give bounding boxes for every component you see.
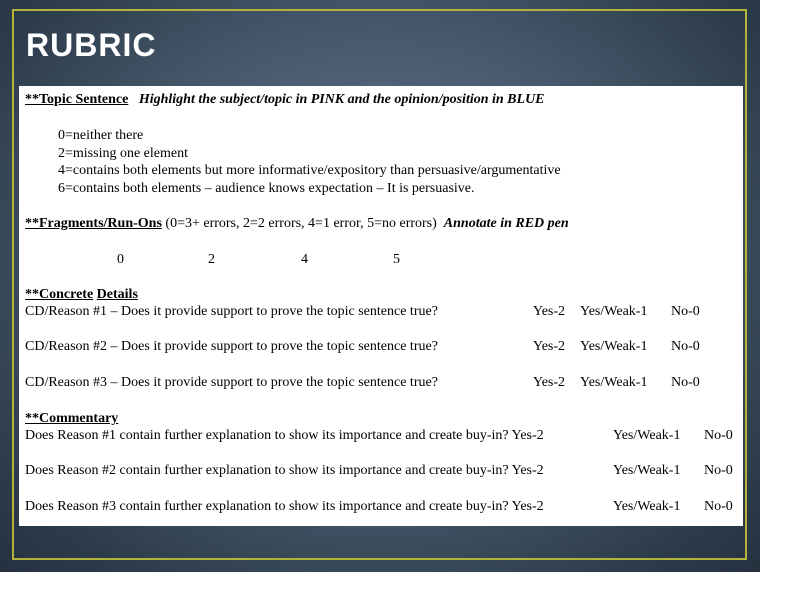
- fragments-score: 4: [301, 252, 308, 267]
- concrete-yes: Yes-2: [533, 304, 566, 319]
- fragments-score: 5: [393, 252, 400, 267]
- concrete-weak: Yes/Weak-1: [580, 339, 648, 354]
- concrete-weak: Yes/Weak-1: [580, 304, 648, 319]
- concrete-question: CD/Reason #1 – Does it provide support to prove the topic sentence true?: [25, 304, 438, 319]
- concrete-no: No-0: [671, 339, 700, 354]
- commentary-weak: Yes/Weak-1: [613, 463, 681, 478]
- commentary-question: Does Reason #1 contain further explanation to show its importance and create buy-in? Yes-2: [25, 428, 544, 443]
- concrete-yes: Yes-2: [533, 339, 566, 354]
- topic-level: 0=neither there: [58, 128, 144, 143]
- topic-heading: **Topic Sentence: [25, 92, 129, 107]
- slide-title: RUBRIC: [26, 27, 157, 63]
- fragments-instruction: Annotate in RED pen: [443, 216, 569, 231]
- concrete-row: [25, 304, 438, 320]
- concrete-row: [25, 339, 438, 355]
- fragments-score: 0: [117, 252, 124, 267]
- concrete-no: No-0: [671, 375, 700, 390]
- concrete-no: No-0: [671, 304, 700, 319]
- concrete-question: CD/Reason #2 – Does it provide support to prove the topic sentence true?: [25, 339, 438, 354]
- fragments-score: 2: [208, 252, 215, 267]
- commentary-no: No-0: [704, 463, 733, 478]
- rubric-document: [19, 86, 743, 526]
- topic-level: 2=missing one element: [58, 145, 188, 161]
- concrete-row: [25, 375, 438, 391]
- commentary-question: Does Reason #2 contain further explanation to show its importance and create buy-in? Yes-2: [25, 463, 544, 478]
- concrete-yes: Yes-2: [533, 375, 566, 390]
- commentary-weak: Yes/Weak-1: [613, 428, 681, 443]
- commentary-no: No-0: [704, 428, 733, 443]
- fragments-scale: (0=3+ errors, 2=2 errors, 4=1 error, 5=no errors): [165, 216, 437, 231]
- commentary-no: No-0: [704, 499, 733, 514]
- topic-level: 6=contains both elements – audience knows expectation – It is persuasive.: [58, 180, 475, 196]
- topic-heading-line: [25, 92, 545, 108]
- topic-level: 4=contains both elements but more informative/expository than persuasive/argumentative: [58, 163, 561, 178]
- fragments-heading: **Fragments/Run-Ons: [25, 216, 162, 231]
- commentary-heading: **Commentary: [25, 411, 119, 426]
- commentary-question: Does Reason #3 contain further explanation to show its importance and create buy-in? Yes-2: [25, 499, 544, 514]
- commentary-weak: Yes/Weak-1: [613, 499, 681, 514]
- topic-instruction: Highlight the subject/topic in PINK and the opinion/position in BLUE: [138, 92, 545, 107]
- concrete-weak: Yes/Weak-1: [580, 375, 648, 390]
- fragments-heading-line: [25, 216, 569, 232]
- concrete-question: CD/Reason #3 – Does it provide support to prove the topic sentence true?: [25, 375, 438, 390]
- topic-levels: [58, 127, 561, 197]
- concrete-heading: **Concrete Details: [25, 287, 138, 302]
